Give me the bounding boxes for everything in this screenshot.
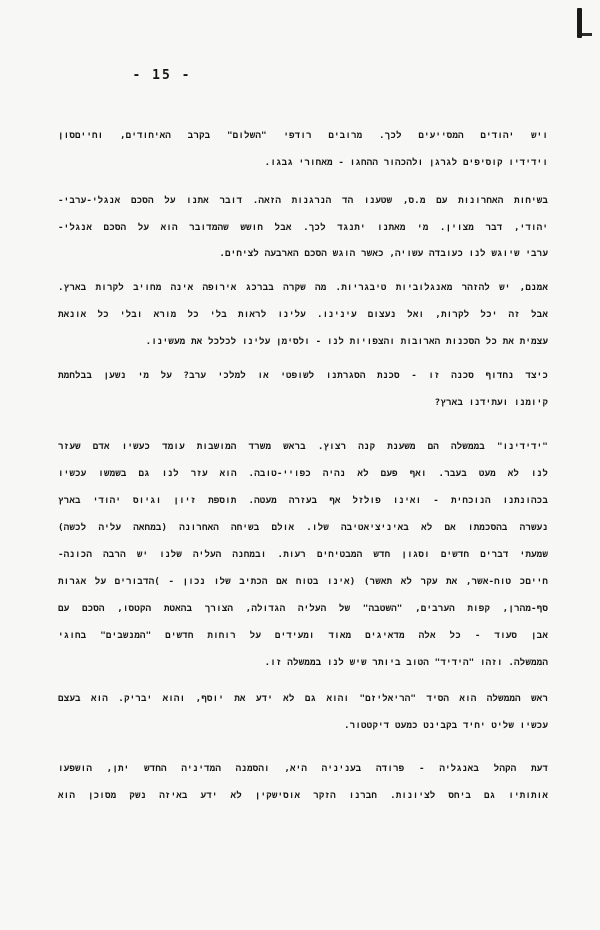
scan-edge-tick bbox=[582, 33, 592, 36]
text-line: וידידיו קוסיפים לגרגן ולהכהור ההחגו - מאחורי גבגו. bbox=[264, 157, 548, 168]
text-line: עכשיו שליט יחיד בקבינט כמעט דיקטטור. bbox=[344, 720, 548, 731]
text-line: אבן סעוד - כל אלה מדאיגים מאוד ומעידים על רוחות חדשים "המנשבים" בחוגי bbox=[58, 630, 548, 641]
text-line: "ידידינו" בממשלה הם משענת קנה רצוץ. בראש משרד המושבות עומד כעשיו אדם שעזר bbox=[58, 441, 548, 452]
text-line: קיומנו ועתידנו בארץ? bbox=[434, 397, 548, 408]
text-line: דעת הקהל באנגליה - פרודה בעניניה היא, והסמנה המדיניה החדש יתן, הושפעו bbox=[58, 763, 548, 774]
text-line: סף-מהרן, קפות הערבים, "השטבה" של העליה הגדולה, הצורך בהאטת הקטסו, הסכם עם bbox=[58, 603, 548, 614]
text-line: בכהונתנו הנוכחית - ואינו פולזל אף בעזרה מעטה. תוספת זיון וגיוס יהודי בארץ bbox=[58, 495, 548, 506]
text-line: אמנם, יש להזהר מאנגלוביות טיבגריות. מה שקרה בברכג אירופה אינה מחויב לקרות בארץ. bbox=[58, 282, 548, 293]
text-line: שמעתי דברים חדשים וסגון חדש המבטיחים רעות. ובמחנה העליה שלנו יש הרבה הכונה- bbox=[58, 549, 548, 560]
text-line: חייםכ טוח-אשר, את עקר לא תאשר) (אינו בטוח אם הכתיב שלו נכון - )הדבורים על אגרות bbox=[58, 576, 548, 587]
text-line: אותותיו גם ביחס לציונות. חברנו הזקר אוסישקין לא ידע באיזה נשק מסוכן הוא bbox=[58, 790, 548, 801]
text-line: עצמית את כל הסכנות הארובות והצפויות לנו - ולסימן עלינו לכלכל את מעשינו. bbox=[145, 336, 548, 347]
text-line: כיצד נחדוף סכנה זו - סכנת הסגרתנו לשופטי או למלכי ערב? על מי נשען בבלחמת bbox=[58, 370, 548, 381]
text-line: ראש הממשלה הוא הסיד "הריאליזם" והוא גם לא ידע את יוסף, והוא יבריק. הוא בעצם bbox=[58, 693, 548, 704]
text-line: ויש יהודים המסייעים לכך. מרובים רודפי "השלום" בקרב האיחודים, וחייםסון bbox=[58, 130, 548, 141]
text-line: הממשלה. וזהו "הידיד" הטוב ביותר שיש לנו בממשלה זו. bbox=[264, 657, 548, 668]
text-line: לנו לא מעט בעבר. ואף פעם לא נהיה כפויי-טובה. הוא עזר לנו גם בשמשו עכשיו bbox=[58, 468, 548, 479]
text-line: ערבי שיוגש לנו כעובדה עשויה, כאשר הוגש הסכם הארבעה לציחים. bbox=[219, 248, 548, 259]
text-line: יהודי, דבר מצוין. מי מאתנו יתנגד לכך. אבל חושש שהמדובר הוא על הסכם אנגלי- bbox=[58, 222, 548, 233]
text-line: בשיחות האחרונות עם מ.ס, שטענו הד הנרגנות הזאה. דובר אתנו על הסכם אנגלי-ערבי- bbox=[58, 195, 548, 206]
text-line: אבל זה יכל לקרות, ואל נעצום עינינו. עלינו לראות בלי כל מורא ובלי כל אונאת bbox=[58, 309, 548, 320]
text-line: נעשרה בהסכמתו אם לא באיניציאטיבה שלו. אולם בשיחה האחרונה (במחאה עליה לכשה) bbox=[58, 522, 548, 533]
page-number: - 15 - bbox=[132, 68, 192, 83]
